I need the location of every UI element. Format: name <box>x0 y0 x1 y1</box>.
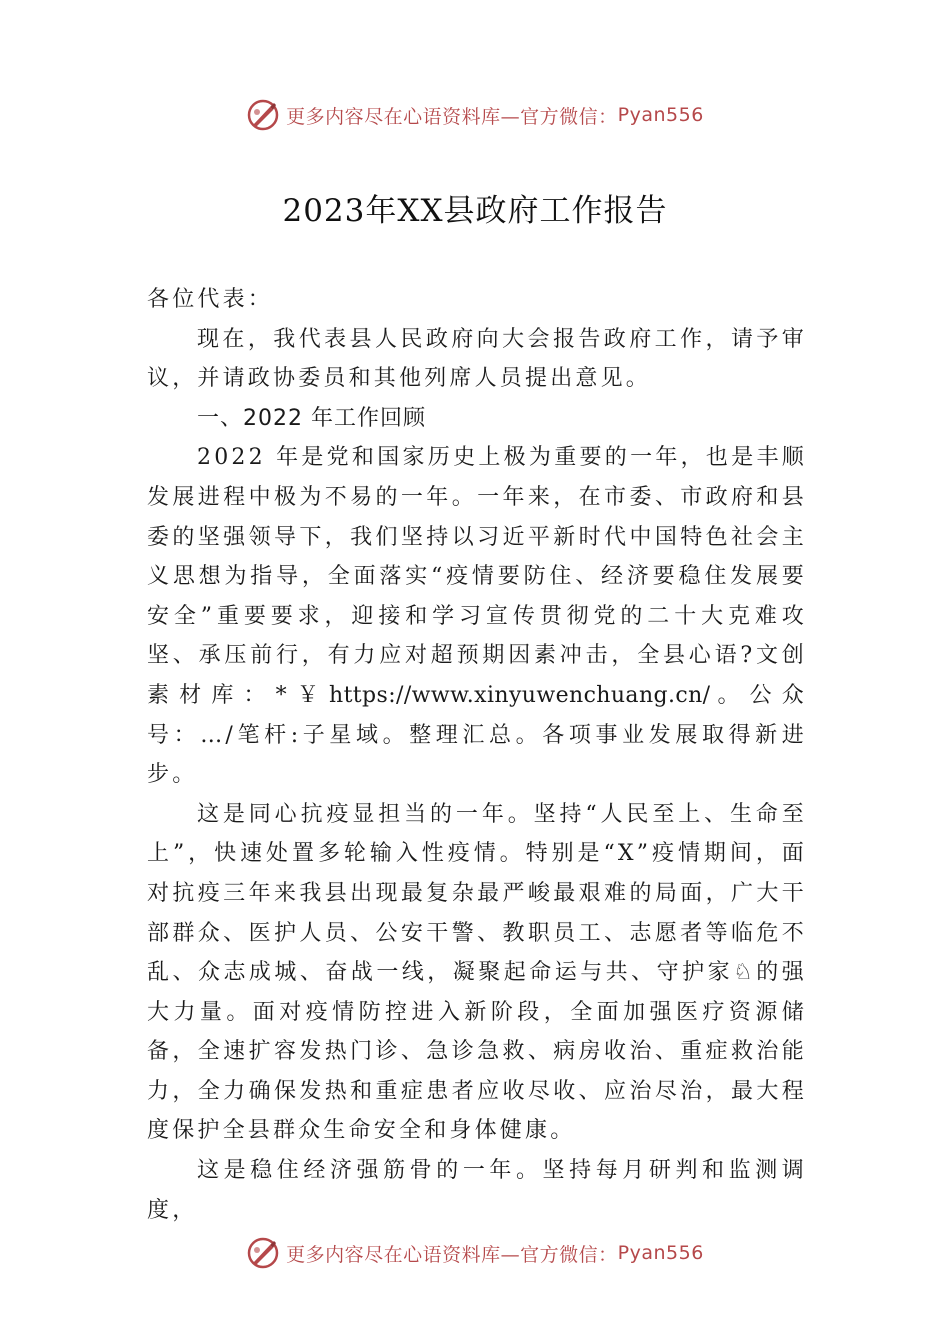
watermark-text: 更多内容尽在心语资料库—官方微信： <box>286 105 618 128</box>
pen-logo-icon <box>246 98 280 132</box>
watermark-wechat-id: Pyan556 <box>617 104 704 126</box>
watermark-text: 更多内容尽在心语资料库—官方微信： <box>286 1243 618 1266</box>
salutation: 各位代表： <box>147 287 274 312</box>
watermark-wechat-id: Pyan556 <box>617 1242 704 1264</box>
paragraph-review-tail: 。公众号：…/笔杆:子星域。整理汇总。各项事业发展取得新进步。 <box>147 682 807 788</box>
paragraph-epidemic: 这是同心抗疫显担当的一年。坚持“人民至上、生命至上”，快速处置多轮输入性疫情。特别是“X”疫情期间，面对抗疫三年来我县出现最复杂最严峻最艰难的局面，广大干部群众、医护人员、公安干警、教职员工、志愿者等临危不乱、众志成城、奋战一线，凝聚起命运与共、守护家♘的强大力量。面对疫情防控进入新阶段，全面加强医疗资源储备，全速扩容发热门诊、急诊急救、病房收治、重症救治能力，全力确保发热和重症患者应收尽收、应治尽治，最大程度保护全县群众生命安全和身体健康。 <box>147 801 807 1144</box>
source-url: https://www.xinyuwenchuang.cn/ <box>329 682 711 708</box>
intro-paragraph: 现在，我代表县人民政府向大会报告政府工作，请予审议，并请政协委员和其他列席人员提出意见。 <box>147 326 807 392</box>
paragraph-review-text: 2022 年是党和国家历史上极为重要的一年，也是丰顺发展进程中极为不易的一年。一年来，在市委、市政府和县委的坚强领导下，我们坚持以习近平新时代中国特色社会主义思想为指导，全面落实“疫情要防住、经济要稳住发展要安全”重要要求，迎接和学习宣传贯彻党的二十大克难攻坚、承压前行，有力应对超预期因素冲击，全县心语?文创素材库：*￥ <box>147 445 807 708</box>
document-body <box>147 280 807 1230</box>
document-title: 2023年XX县政府工作报告 <box>282 193 668 229</box>
paragraph-review <box>147 438 807 794</box>
header-watermark <box>0 95 950 135</box>
footer-watermark <box>0 1233 950 1273</box>
pen-logo-icon <box>246 1236 280 1270</box>
paragraph-economy: 这是稳住经济强筋骨的一年。坚持每月研判和监测调度， <box>147 1158 807 1223</box>
section-heading: 一、2022 年工作回顾 <box>197 405 426 431</box>
